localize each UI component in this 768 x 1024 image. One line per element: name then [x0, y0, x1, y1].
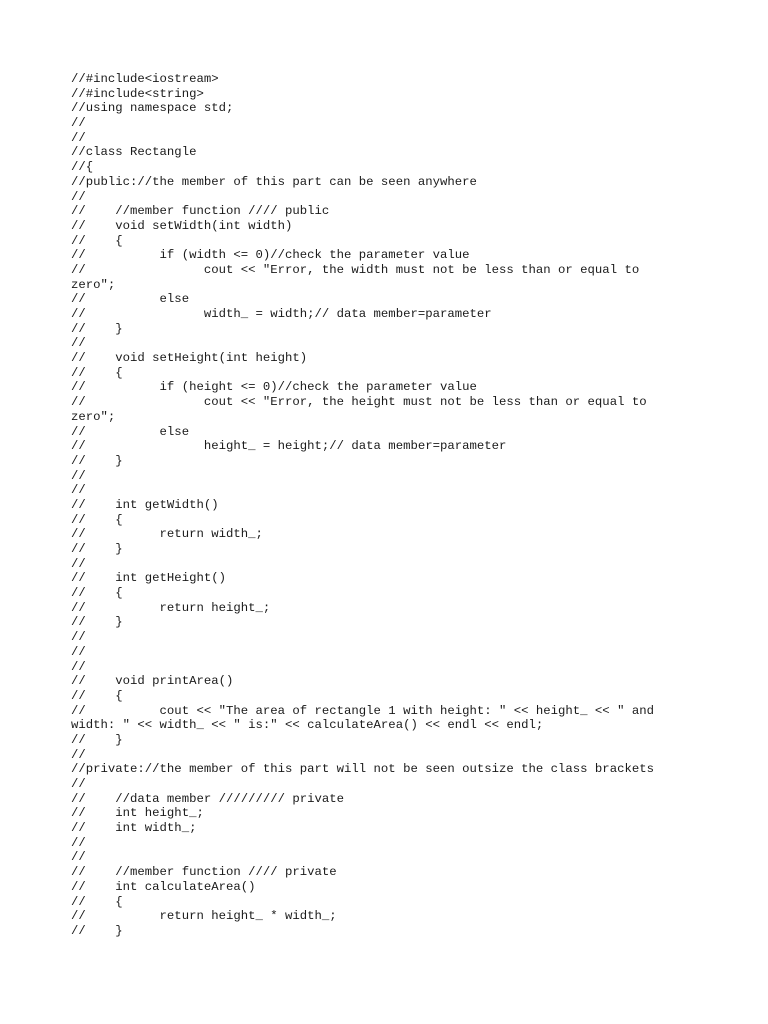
- code-line: // if (height <= 0)//check the parameter value: [71, 380, 477, 395]
- code-line: // //member function //// private: [71, 865, 337, 880]
- code-line: // }: [71, 615, 123, 630]
- code-line: // {: [71, 365, 123, 380]
- code-line: // int getHeight(): [71, 571, 226, 586]
- code-listing: [71, 72, 691, 939]
- code-line: // int calculateArea(): [71, 879, 256, 894]
- code-line: // cout << "Error, the width must not be less than or equal to: [71, 262, 640, 277]
- code-line: //: [71, 189, 86, 204]
- code-line: //: [71, 777, 86, 791]
- code-line: // else: [71, 424, 190, 439]
- code-line: // //member function //// public: [71, 204, 330, 219]
- code-line: // return height_ * width_;: [71, 909, 337, 924]
- code-line: //private://the member of this part will not be seen outsize the class brackets: [71, 762, 654, 777]
- code-line: //: [71, 468, 86, 483]
- code-line: zero";: [71, 409, 116, 424]
- code-line: //: [71, 116, 86, 131]
- code-line: //: [71, 850, 86, 865]
- code-line: // {: [71, 894, 123, 909]
- code-line: width: " << width_ << " is:" << calculateArea() << endl << endl;: [71, 718, 544, 733]
- code-line: // return height_;: [71, 600, 271, 615]
- code-line: // int height_;: [71, 806, 204, 821]
- code-line: // height_ = height;// data member=parameter: [71, 439, 507, 454]
- code-line: //: [71, 835, 86, 850]
- code-line: //: [71, 659, 86, 674]
- code-line: // cout << "Error, the height must not be less than or equal to: [71, 395, 647, 410]
- code-line: // cout << "The area of rectangle 1 with height: " << height_ << " and: [71, 703, 654, 718]
- code-line: zero";: [71, 277, 116, 292]
- code-line: // return width_;: [71, 527, 263, 542]
- code-line: // else: [71, 292, 190, 307]
- code-line: // {: [71, 512, 123, 527]
- code-line: // int width_;: [71, 821, 197, 836]
- code-line: // }: [71, 542, 123, 556]
- code-line: // {: [71, 233, 123, 248]
- code-line: //: [71, 630, 86, 645]
- code-line: //#include<iostream>: [71, 72, 219, 86]
- code-line: // }: [71, 923, 123, 938]
- code-line: // void setHeight(int height): [71, 351, 308, 366]
- code-line: // }: [71, 732, 123, 747]
- code-line: //: [71, 130, 86, 145]
- code-line: //#include<string>: [71, 86, 204, 101]
- code-line: //: [71, 483, 86, 498]
- code-line: // {: [71, 586, 123, 601]
- code-line: // if (width <= 0)//check the parameter value: [71, 248, 470, 263]
- code-line: // width_ = width;// data member=parameter: [71, 307, 492, 321]
- code-line: //: [71, 644, 86, 659]
- code-line: //{: [71, 160, 94, 175]
- code-line: //public://the member of this part can be seen anywhere: [71, 174, 477, 189]
- code-line: //: [71, 556, 86, 571]
- code-line: // //data member ///////// private: [71, 791, 345, 806]
- code-line: //using namespace std;: [71, 101, 234, 116]
- code-line: //: [71, 747, 86, 762]
- code-line: // }: [71, 321, 123, 336]
- code-line: //: [71, 336, 86, 351]
- code-line: // void setWidth(int width): [71, 218, 293, 233]
- code-line: // int getWidth(): [71, 497, 219, 512]
- code-line: // }: [71, 453, 123, 468]
- code-line: //class Rectangle: [71, 145, 197, 160]
- code-line: // void printArea(): [71, 674, 234, 689]
- code-line: // {: [71, 688, 123, 703]
